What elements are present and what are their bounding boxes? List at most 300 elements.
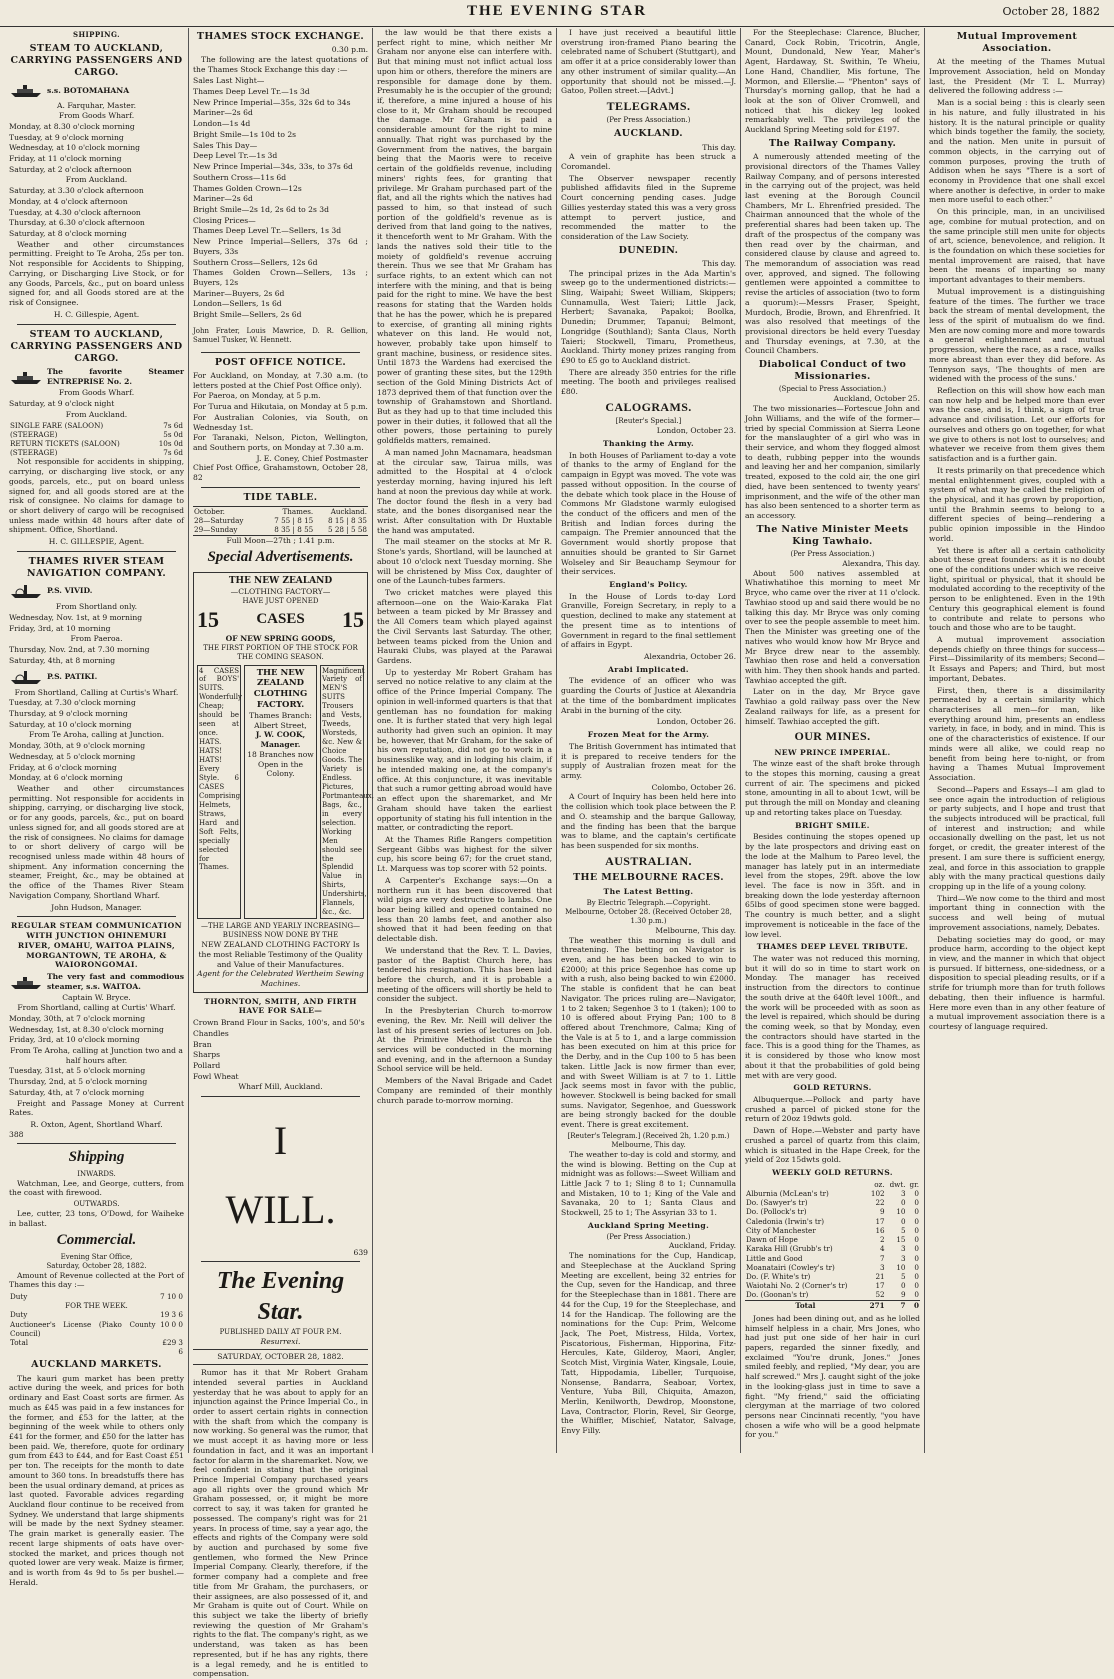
oz: 21 bbox=[875, 1271, 885, 1281]
motto: Resurrexi. bbox=[260, 1336, 301, 1346]
article-paragraph: The evidence of an officer who was guarding the Courts of Justice at Alexandria at the time of the bombardment implicates Arabi in the burning of the city. bbox=[561, 676, 736, 715]
oz: 3 bbox=[880, 1262, 885, 1272]
auckland-dateline: AUCKLAND. bbox=[613, 128, 683, 140]
article-paragraph: There are already 350 entries for the rifle meeting. The booth and privileges realised £80. bbox=[561, 367, 736, 397]
oz: 9 bbox=[880, 1207, 885, 1217]
claim-name: Moanatairi (Cowley's tr) bbox=[746, 1262, 835, 1272]
quote-line: Deep Level Tr.—1s 3d bbox=[193, 151, 278, 161]
sailing-line: From Te Aroha, calling at Junction. bbox=[28, 730, 165, 740]
total-label: Total bbox=[795, 1300, 816, 1310]
cases-count: 15 bbox=[197, 606, 219, 632]
gr: 0 bbox=[914, 1271, 919, 1281]
sailing-line: Monday, 30th, at 9 o'clock morning bbox=[9, 741, 146, 751]
thornton-item: Pollard bbox=[193, 1061, 221, 1070]
table-row bbox=[745, 1226, 920, 1235]
gr: 0 bbox=[913, 1300, 919, 1310]
gr: 0 bbox=[914, 1290, 919, 1300]
divider bbox=[17, 551, 176, 552]
returns-header: dwt. bbox=[889, 1179, 906, 1189]
post-office-location: Chief Post Office, Grahamstown, October 28, 82 bbox=[193, 463, 368, 483]
article-paragraph: Two cricket matches were played this afternoon—one on the Waio-Karaka Flat between a team picked by Mr Brassey and the All Comers team which played against the Civil Servants last Saturday. The other, between teams picked from the Union and Hauraki Clubs, was played at the Parawai Gardens. bbox=[377, 587, 552, 665]
cases-label: CASES bbox=[256, 611, 305, 628]
column-4 bbox=[557, 28, 741, 1453]
shipping-agent: John Hudson, Manager. bbox=[51, 902, 142, 912]
column-2 bbox=[189, 28, 374, 1679]
gr: 0 bbox=[914, 1262, 919, 1272]
ad-title: THE NEW ZEALAND bbox=[228, 575, 333, 586]
sailing-line: Monday, at 6 o'clock morning bbox=[9, 773, 123, 783]
quote-line: Southern Cross—11s 6d bbox=[193, 172, 287, 182]
article-paragraph: The British Government has intimated that it is prepared to receive tenders for the supply of Australian frozen meat for the army. bbox=[561, 741, 736, 780]
clothing-factory-ad bbox=[193, 572, 374, 993]
quote-line: Sales Last Night— bbox=[193, 76, 265, 86]
sailing-line: From Te Aroha, calling at Junction two and a half hours after. bbox=[10, 1045, 183, 1065]
quote-line: Thames Deep Level Tr.—Sellers, 1s 3d bbox=[193, 226, 342, 236]
ship-entry bbox=[9, 367, 184, 386]
oz: 17 bbox=[875, 1216, 885, 1226]
shipping-agent: R. Oxton, Agent, Shortland Wharf. bbox=[30, 1120, 163, 1130]
tide-header: Thames. bbox=[282, 506, 314, 516]
piano-ad: I have just received a beautiful little overstrung iron-framed Piano bearing the celebrated name of Schubert (Stuttgart), and am offer it at a price considerably lower than any other instrument of similar quality.—An opportunity that should not be missed.—J. Gatoo, Pollen street.—[Advt.] bbox=[561, 28, 736, 96]
column-6 bbox=[925, 28, 1109, 1453]
inwards-heading: INWARDS. bbox=[77, 1169, 116, 1178]
fare-price: 10s 0d bbox=[158, 439, 183, 449]
published-line: PUBLISHED DAILY AT FOUR P.M. bbox=[219, 1327, 342, 1336]
claim-name: Do. (Goonan's tr) bbox=[746, 1290, 809, 1300]
claim-name: Karaka Hill (Grubb's tr) bbox=[746, 1244, 833, 1254]
tide-header: Auckland. bbox=[330, 506, 367, 516]
teaser-ad-i: I bbox=[273, 1118, 288, 1164]
table-row bbox=[745, 1217, 920, 1226]
fares-table bbox=[9, 421, 184, 458]
masthead bbox=[0, 0, 1114, 27]
divider bbox=[17, 916, 176, 917]
ship-name: The favorite Steamer ENTREPRISE No. 2. bbox=[47, 366, 184, 386]
dateline: Melbourne, This day. bbox=[655, 925, 736, 935]
article-heading: Arabi Implicated. bbox=[608, 664, 689, 674]
article-paragraph: Later on in the day, Mr Bryce gave Tawhiao a gold railway pass over the New Zealand railways for life, as a present for himself. Tawhiao accepted the gift. bbox=[745, 687, 920, 726]
auckland-steam-heading: STEAM TO AUCKLAND, CARRYING PASSENGERS AND CARGO. bbox=[10, 42, 183, 79]
post-line: For Australian Colonies, via South, on Wednesday 1st. bbox=[193, 412, 368, 432]
claim-name: Little and Good bbox=[746, 1253, 803, 1263]
fare-label: (STEERAGE) bbox=[10, 448, 58, 458]
oz: 16 bbox=[875, 1225, 885, 1235]
dwt: 5 bbox=[900, 1271, 906, 1281]
betting-source: By Electric Telegraph.—Copyright. bbox=[586, 898, 711, 907]
revenue-label: FOR THE WEEK. bbox=[65, 1301, 128, 1311]
dateline: Colombo, October 26. bbox=[651, 782, 736, 792]
dwt: 0 bbox=[900, 1216, 906, 1226]
ship-entry bbox=[9, 668, 184, 686]
gr: 0 bbox=[914, 1235, 919, 1245]
article-paragraph: On this principle, man, in an uncivilised age, combine for mutual protection, and on the same principle still men unite for objects of art, science, benevolence, and religion. It is the foundation on which these societies for mental improvement are raised, that have been the means of imparting so many important advantages to their members. bbox=[929, 207, 1105, 285]
shipping-heading: SHIPPING. bbox=[73, 30, 120, 39]
article-paragraph: Up to yesterday Mr Robert Graham has served no notice relative to any claim at the office of the Prince Imperial Company. The opinion in well-informed quarters is that that gentleman has no foundation for making one. It is further stated that very high legal authority had given such an opinion. It may be, however, that Mr Graham, for the sake of his own reputation, did not go to work in a businesslike way, and in lodging his claim, if he intended making one, at the company's office. At this conjuncture, it was inevitable that such a rumor getting abroad would have an effect upon the sharemarket, and Mr Graham should have taken the earliest opportunity of stating his full intention in the matter, or contradicting the report. bbox=[377, 667, 552, 833]
article-heading: Diabolical Conduct of two Missionaries. bbox=[758, 359, 907, 383]
oz: 7 bbox=[880, 1253, 885, 1263]
revenue-label: Duty bbox=[10, 1291, 28, 1301]
quote-line: New Prince Imperial—34s, 33s, to 37s 6d bbox=[193, 162, 353, 172]
column-5 bbox=[741, 28, 925, 1453]
article-paragraph: Reflection on this will show how each man can now help and be helped more than ever was the case, and is, I think, a sign of true advance and civilisation. Let our efforts for ourselves and others go on together, for what we give to others is not lost to ourselves; and whatever we receive from them gives them satisfaction and is a further gain. bbox=[929, 386, 1105, 464]
ad-middle-panel bbox=[244, 665, 317, 920]
tide-header: October. bbox=[194, 506, 225, 516]
sailing-times bbox=[9, 1003, 184, 1097]
article-source: (Special to Press Association.) bbox=[778, 385, 887, 394]
article-heading: Auckland Spring Meeting. bbox=[587, 1220, 710, 1230]
steamship-icon bbox=[9, 973, 43, 991]
article-paragraph: Man is a social being : this is clearly seen in his nature, and fully illustrated in his history. It is the natural principle or quality which binds together the family, the society, and the nation. Men unite in pursuit of common objects, in the carrying out of common purposes, proving the truth of Addison when he says "There is a sort of economy in Providence that one shall excel where another is defective, in order to make men more useful to each other." bbox=[929, 98, 1105, 205]
revenue-intro: Amount of Revenue collected at the Port of Thames this day :— bbox=[9, 1270, 184, 1290]
quote-line: Thames Golden Crown—12s bbox=[193, 183, 302, 193]
sailing-line: Wednesday, 1st, at 8.30 o'clock morning bbox=[9, 1024, 164, 1034]
dwt: 7 bbox=[900, 1300, 906, 1310]
sailing-line: Saturday, at 3.30 o'clock afternoon bbox=[9, 186, 144, 196]
dateline: Alexandra, This day. bbox=[842, 559, 920, 569]
article-paragraph: Members of the Naval Brigade and Cadet Company are reminded of their monthly church parade to-morrow morning. bbox=[377, 1076, 552, 1105]
fare-row bbox=[9, 448, 184, 457]
cases-count-2: 15 bbox=[341, 606, 364, 632]
post-line: For Turua and Hikutaia, on Monday at 5 p.m. bbox=[193, 402, 368, 412]
mine-heading: THAMES DEEP LEVEL TRIBUTE. bbox=[756, 942, 909, 952]
sailing-line: From Goods Wharf. bbox=[58, 111, 135, 121]
article-paragraph: Yet there is after all a certain catholicity about these great founders: as it is no doubt one of the conditions under which we receive light, spiritual or physical, that it should be modulated according to the receptivity of the person to be enlightened. Even in the 19th Century this geographical element is found to contribute and relate to persons who touch and those who are to be taught. bbox=[929, 545, 1105, 633]
ship-name: s.s. BOTOMAHANA bbox=[47, 85, 130, 95]
post-signature: J. E. Coney, Chief Postmaster bbox=[256, 453, 368, 463]
article-paragraph: In the Presbyterian Church to-morrow evening, the Rev. Mr. Neill will deliver the last of his present series of lectures on Job. At the Primitive Methodist Church the services will be conducted in the morning and evening, and in the afternoon a Sunday School service will be held. bbox=[377, 1006, 552, 1074]
calograms-source: [Reuter's Special.] bbox=[615, 417, 682, 426]
gr: 0 bbox=[914, 1225, 919, 1235]
revenue-row bbox=[9, 1338, 184, 1356]
tide-table bbox=[193, 506, 368, 536]
oz: 271 bbox=[869, 1300, 885, 1310]
sailing-line: Saturday, 4th, at 7 o'clock morning bbox=[9, 1087, 145, 1097]
thornton-item: Bran bbox=[193, 1039, 212, 1049]
revenue-row bbox=[9, 1310, 184, 1319]
post-office-heading: POST OFFICE NOTICE. bbox=[214, 356, 347, 368]
fare-row bbox=[9, 430, 184, 439]
sailing-line: Thursday, 2nd, at 5 o'clock morning bbox=[9, 1077, 148, 1087]
article-paragraph: Besides continuing the stopes opened up by the late prospectors and driving east on the lode at the Malhum to Pareo level, the manager has lately put in an intermediate level from the stopes, 29ft. above the low level. The face is now in 35ft. and in breaking down the lode yesterday afternoon 65lbs of good specimen stone were bagged. The country is much better, and a slight improvement is noticeable in the face of the low level. bbox=[745, 832, 920, 939]
shipping-agent: H. C. GILLESPIE, Agent. bbox=[48, 537, 145, 547]
inwards-text: Watchman, Lee, and George, cutters, from the coast with firewood. bbox=[9, 1178, 184, 1198]
gr: 0 bbox=[914, 1281, 919, 1291]
shipping-notice: Not responsible for accidents in shipping, carrying, or discharging live stock, or any goods, parcels, etc., put on board unless signed for, and all goods stored are at the risk of consignee. No claims for damage to or short delivery of cargo will be recognised unless made within 48 hours after date of shipment. Office, Shortland. bbox=[9, 457, 184, 535]
shipping-section-heading: Shipping bbox=[68, 1149, 125, 1166]
ad-mid-branches: 18 Branches now Open in the Colony. bbox=[247, 749, 314, 779]
oz: 52 bbox=[875, 1290, 885, 1300]
gr: 0 bbox=[914, 1244, 919, 1254]
paper-nameplate: The Evening Star. bbox=[216, 1268, 345, 1325]
gr: 0 bbox=[914, 1253, 919, 1263]
stock-quotes bbox=[193, 76, 368, 320]
tide-day: 29—Sunday bbox=[194, 525, 238, 535]
revenue-row bbox=[9, 1301, 184, 1310]
dwt: 3 bbox=[900, 1253, 906, 1263]
ad-have: HAVE JUST OPENED bbox=[242, 596, 319, 605]
sailing-line: Friday, at 6 o'clock morning bbox=[9, 762, 117, 772]
table-row bbox=[745, 1244, 920, 1253]
markets-text: The kauri gum market has been pretty active during the week, and prices for both ordinary and East Coast sorts are firmer. As much as £45 was paid in a few instances for the former, and £53 for the latter, at the beginning of the week while to others only £41 for the former, and £50 for the latter has been paid. We, therefore, quote for ordinary gum from £43 to £44, and for East Coast £51 per ton. The receipts for the month to date amount to 360 tons. In breadstuffs there has been the usual ordinary demand, at prices as last quoted. Favorable advices regarding Auckland flour continue to be received from Sydney. We understand that large shipments will be made by the next Sydney steamer. The grain market is generally easier. The recent large shipments of oats have over-stocked the market, and prices though not quoted lower are very weak. Maize is firmer, and is worth from 4s 9d to 5s per bushel.—Herald. bbox=[9, 1373, 184, 1587]
table-row bbox=[745, 1263, 920, 1272]
post-line: For Taranaki, Nelson, Picton, Wellington, and Southern ports, on Monday at 7.30 a.m. bbox=[193, 433, 368, 452]
dwt: 3 bbox=[900, 1244, 906, 1254]
paddle-steamer-icon bbox=[9, 668, 43, 686]
dwt: 9 bbox=[900, 1290, 906, 1300]
quote-line: Mariner—2s 6d bbox=[193, 108, 253, 118]
article-paragraph: A Court of Inquiry has been held here into the collision which took place between the P. and O. steamship and the barque Galloway, and the finding has been that the barque was to blame, and the captain's certificate has been suspended for six months. bbox=[561, 792, 736, 850]
ad-foot-2: NEW ZEALAND CLOTHING FACTORY Is the most Reliable Testimony of the Quality and Value of their Manufactures. bbox=[198, 940, 363, 969]
outwards-heading: OUTWARDS. bbox=[73, 1200, 120, 1209]
issue-date: SATURDAY, OCTOBER 28, 1882. bbox=[193, 1349, 368, 1365]
table-row bbox=[745, 1254, 920, 1263]
columns bbox=[5, 28, 1109, 1679]
returns-header: oz. bbox=[874, 1179, 885, 1189]
claim-name: City of Manchester bbox=[746, 1225, 816, 1235]
ship-captain: Captain W. Bryce. bbox=[62, 993, 131, 1003]
sailing-line: Monday, at 8.30 o'clock morning bbox=[9, 121, 135, 131]
post-line: For Auckland, on Monday, at 7.30 a.m. (to letters posted at the Chief Post Office only). bbox=[193, 370, 368, 390]
sailing-line: Saturday, at 9 o'clock night bbox=[9, 399, 115, 409]
article-heading: Frozen Meat for the Army. bbox=[587, 730, 710, 740]
oz: 17 bbox=[875, 1281, 885, 1291]
table-row bbox=[745, 1235, 920, 1244]
spring-source: (Per Press Association.) bbox=[606, 1232, 691, 1241]
claim-name: Alburnia (McLean's tr) bbox=[746, 1189, 829, 1199]
tide-table-heading: TIDE TABLE. bbox=[243, 491, 318, 503]
returns-header-row bbox=[745, 1180, 920, 1189]
divider bbox=[17, 1143, 176, 1144]
sailing-line: Saturday, at 2 o'clock afternoon bbox=[9, 164, 132, 174]
steamship-icon bbox=[9, 81, 43, 99]
returns-header: gr. bbox=[909, 1179, 919, 1189]
auckland-steam-heading-2: STEAM TO AUCKLAND, CARRYING PASSENGERS AND CARGO. bbox=[10, 328, 183, 364]
telegrams-source: (Per Press Association.) bbox=[606, 116, 691, 125]
thornton-address: Wharf Mill, Auckland. bbox=[238, 1082, 323, 1092]
tide-time: 5 28 | 5 58 bbox=[328, 525, 367, 535]
commercial-office: Evening Star Office, bbox=[60, 1252, 133, 1261]
mine-heading: NEW PRINCE IMPERIAL. bbox=[774, 747, 891, 757]
sailing-line: Wednesday, at 10 o'clock morning bbox=[9, 143, 141, 153]
sailing-line: Saturday, 4th, at 8 morning bbox=[9, 655, 116, 665]
sailing-line: Monday, at 4 o'clock afternoon bbox=[9, 196, 128, 206]
editorial-text: Rumor has it that Mr Robert Graham intended several parties in Auckland yesterday that he was about to apply for an injunction against the Prince Imperial Co., in order to assert certain rights in connection with the shaft from which the company is now working. So general was the rumor, that we must accept it as having more or less foundation in fact, and it was an important factor for alarm in the sharemarket. Now, we feel confident in stating that the original Prince Imperial Company purchased years ago all rights over the ground which Mr Graham possessed, or, it might be more correct to say, it was taken for granted he possessed. The company's right was for 21 years. In process of time, say a year ago, the effects and rights of the Company were sold by auction and purchased by some five gentlemen, who formed the New Prince Imperial Company. Clearly, therefore, if the former company had a complete and free title from Mr Graham, the purchasers, or their assignees, are also possessed of it, and Mr Graham is quite out of Court. While on this subject we take the liberty of briefly reviewing the question of Mr Graham's rights to the flat. The company's right, as we understand, was taken as has been represented, but if he has any rights, there is a legal remedy, and he is entitled to compensation. bbox=[193, 1368, 368, 1679]
sailing-line: From Goods Wharf. bbox=[58, 388, 135, 398]
fare-label: (STEERAGE) bbox=[10, 429, 58, 439]
sailing-line: Friday, 3rd, at 10 morning bbox=[9, 623, 111, 633]
column-1 bbox=[5, 28, 189, 1587]
ad-subtitle: —CLOTHING FACTORY— bbox=[230, 587, 331, 597]
thornton-item: Chandles bbox=[193, 1028, 229, 1038]
article-heading: The Native Minister Meets King Tawhaio. bbox=[756, 523, 909, 547]
tide-header-row bbox=[193, 506, 368, 516]
quote-line: Bright Smile—Sellers, 2s 6d bbox=[193, 310, 302, 320]
sailing-line: Thursday, at 6.30 o'clock afternoon bbox=[9, 218, 145, 228]
article-source: (Per Press Association.) bbox=[790, 550, 875, 559]
sailing-line: From Shortland only. bbox=[55, 602, 138, 612]
dateline: Auckland, Friday. bbox=[668, 1241, 736, 1251]
divider bbox=[201, 1096, 360, 1097]
dateline: London, October 26. bbox=[656, 717, 736, 727]
returns-header bbox=[745, 1180, 866, 1189]
quote-line: Sales This Day— bbox=[193, 140, 258, 150]
tide-moon: Full Moon—27th ; 1.41 p.m. bbox=[226, 535, 335, 545]
fare-row bbox=[9, 439, 184, 448]
sailing-line: Tuesday, at 9 o'clock morning bbox=[9, 132, 124, 142]
article-paragraph: A numerously attended meeting of the provisional directors of the Thames Valley Railway Company, and of persons interested in the carrying out of the project, was held last evening at the Borough Council Chambers, Mr L. Ehrenfried presided. The Chairman announced that the whole of the preferential shares had been taken up. The draft of the prospectus of the company was then read over by the chairman, and considered clause by clause and agreed to. The memorandum of association was read over, approved, and signed. The following gentlemen were appointed a committee to revise the articles of association (two to form a quorum):—Messrs Fraser, Speight, Murdoch, Brodie, Brown, and Ehrenfried. It was also resolved that meetings of the provisional directors be held every Tuesday and Thursday evenings, at 7.30, at the Council Chambers. bbox=[745, 152, 920, 356]
article-paragraph: Mutual improvement is a distinguishing feature of the times. The further we trace back the stream of mental development, the less of the spirit of mutualism do we find. Men are now coming more and more towards a general enlightenment and mutual progression, where the race, as a race, walks more abreast than ever they did before. As Tennyson says, 'The thoughts of men are widened with the process of the suns.' bbox=[929, 286, 1105, 384]
table-row bbox=[745, 1207, 920, 1216]
revenue-amount: 19 3 6 bbox=[160, 1310, 183, 1320]
dunedin-dateline: DUNEDIN. bbox=[618, 244, 679, 256]
article-heading: The Latest Betting. bbox=[603, 887, 694, 897]
dateline: Auckland, October 25. bbox=[833, 394, 920, 404]
dwt: 5 bbox=[900, 1225, 906, 1235]
ad-right-panel: Magnificent Variety of MEN'S SUITS Trousers and Vests, Tweeds, Worsteds, &c. New & Choice Goods. The Variety is Endless. Pictures, Portmanteaux, Bags, &c., in every selection. Working Men should see the Splendid Value in Shirts, Undershirts, Flannels, &c., &c. bbox=[320, 665, 364, 920]
gr: 0 bbox=[914, 1189, 919, 1199]
article-paragraph: A vein of graphite has been struck a Coromandel. bbox=[561, 152, 736, 171]
claim-name: Waiotahi No. 2 (Corner's tr) bbox=[746, 1281, 848, 1291]
article-paragraph: In both Houses of Parliament to-day a vote of thanks to the army of England for the campaign in Egypt was moved. The vote was passed without opposition. In the course of the debate which took place in the House of Commons Mr Gladstone warmly eulogised the conduct of the officers and men of the British and Indian forces during the campaign. The Premier announced that the Government would shortly propose that annuities should be granted to Sir Garnet Wolseley and Sir Beauchamp Seymour for their services. bbox=[561, 450, 736, 577]
article-paragraph: The weather to-day is cold and stormy, and the wind is blowing. Betting on the Cup at midnight was as follows:—Sweet William and Little Jack 7 to 1; Sling 8 to 1; Cunnamulla and Mistaken, 10 to 1; King of the Vale and Savanaka, 20 to 1; Santa Claus and Stockwell, 25 to 1; The Assyrian 33 to 1. bbox=[561, 1149, 736, 1218]
claim-name: Do. (Sawyer's tr) bbox=[746, 1198, 808, 1208]
thornton-item: Fowl Wheat bbox=[193, 1071, 239, 1081]
column-3 bbox=[373, 28, 557, 1453]
ad-mid-title: THE NEW ZEALAND CLOTHING FACTORY. bbox=[253, 667, 308, 711]
commercial-date: Saturday, October 28, 1882. bbox=[46, 1261, 147, 1270]
divider bbox=[201, 352, 360, 353]
article-paragraph: The two missionaries—Fortescue John and John Williams, and the wife of the former—tried by special Commission at Sierra Leone for the manslaughter of a girl who was in their service, and whom they flogged almost to death, rubbing pepper into the wounds and leaving her and her companion, similarly treated, exposed to the cold air, the one girl died, have been sentenced to twenty years' imprisonment, and the wife of the other man has also been sentenced to a shorter term as an accessory. bbox=[745, 404, 920, 521]
gr: 0 bbox=[914, 1216, 919, 1226]
sailing-line: Friday, 3rd, at 10 o'clock morning bbox=[9, 1035, 140, 1045]
sailing-line: Saturday, at 10 o'clock morning bbox=[9, 719, 132, 729]
ad-left-panel: 4 CASES of BOYS' SUITS. Wonderfully Cheap; should be seen at once. HATS. HATS! HATS! Every Style. 6 CASES Comprising Helmets, Straws, Hard and Soft Felts, specially selected for Thames. bbox=[197, 665, 241, 920]
sailing-times bbox=[9, 111, 184, 239]
sailing-line: Saturday, at 8 o'clock morning bbox=[9, 229, 127, 239]
quote-line: Mariner—Buyers, 2s 6d bbox=[193, 288, 285, 298]
shipping-notice: Freight and Passage Money at Current Rates. bbox=[9, 1098, 184, 1118]
weekly-returns-heading: WEEKLY GOLD RETURNS. bbox=[772, 1168, 893, 1178]
sailing-times bbox=[9, 388, 184, 419]
sailing-line: Thursday, Nov. 2nd, at 7.30 morning bbox=[9, 645, 150, 655]
dwt: 10 bbox=[896, 1262, 906, 1272]
sailing-line: Friday, at 11 o'clock morning bbox=[9, 154, 122, 164]
post-line: For Paeroa, on Monday, at 5 p.m. bbox=[193, 391, 321, 401]
thornton-item: Sharps bbox=[193, 1050, 221, 1060]
revenue-label: Auctioneer's License (Piako County Council) bbox=[10, 1319, 156, 1338]
quote-line: London—Sellers, 1s 6d bbox=[193, 299, 282, 309]
oz: 102 bbox=[870, 1189, 885, 1199]
article-paragraph: Debating societies may do good, or may produce harm, according to the object kept in view, and the manner in which that object is pursued. If bitterness, one-sidedness, or a disposition to special pleading results, or if a strife for triumph more than for truth follows debating, then their influence is harmful. Here more even than in any other feature of a mutual improvement association there is a courtesy of language required. bbox=[929, 934, 1105, 1032]
quote-line: Southern Cross—Sellers, 12s 6d bbox=[193, 257, 318, 267]
reuter-source: [Reuter's Telegram.] (Received 2h, 1.20 p.m.) Melbourne, This day. bbox=[567, 1131, 730, 1149]
masthead-title: THE EVENING STAR bbox=[466, 3, 648, 19]
sailing-line: From Auckland. bbox=[65, 175, 128, 185]
claim-name: Do. (F. White's tr) bbox=[746, 1271, 811, 1281]
article-paragraph: The mail steamer on the stocks at Mr R. Stone's yards, Shortland, will be launched at about 10 o'clock next Tuesday morning. She will be christened by Miss Cox, daughter of one of the Launch-tubes farmers. bbox=[377, 537, 552, 586]
waitoa-heading: REGULAR STEAM COMMUNICATION WITH JUNCTION OHINEMURI RIVER, OMAHU, WAITOA PLAINS, MORGANTOWN, TE AROHA, & WAIORONGOMAI. bbox=[11, 921, 182, 970]
sailing-line: Monday, 30th, at 7 o'clock morning bbox=[9, 1013, 146, 1023]
mines-heading: OUR MINES. bbox=[794, 729, 871, 744]
shipping-agent: H. C. Gillespie, Agent. bbox=[53, 309, 140, 319]
dwt: 0 bbox=[900, 1281, 906, 1291]
sailing-line: Tuesday, at 7.30 o'clock morning bbox=[9, 698, 136, 708]
oz: 4 bbox=[880, 1244, 885, 1254]
quote-line: New Prince Imperial—35s, 32s 6d to 34s bbox=[193, 97, 351, 107]
article-intro: At the meeting of the Thames Mutual Improvement Association, held on Monday last, the President (Mr T. L. Murray) delivered the following address :— bbox=[929, 57, 1105, 96]
tide-row bbox=[193, 516, 368, 525]
thornton-heading: THORNTON, SMITH, AND FIRTH HAVE FOR SALE— bbox=[204, 996, 357, 1016]
shipping-notice: Weather and other circumstances permitting. Not responsible for accidents in shipping, carrying, or discharging live stock, or for any goods, parcels, &c., put on board unless signed for, and all goods stored are at the risk of consignees. No claims for damage to or short delivery of cargo will be recognised unless made within 48 hours of shipment. Any information concerning the steamer, Freight, &c., may be obtained at the office of the Thames River Steam Navigation Company, Shortland Wharf. bbox=[9, 784, 184, 900]
article-paragraph: Albuquerque.—Pollock and party have crushed a parcel of picked stone for the return of 20oz 19dwts gold. bbox=[745, 1095, 920, 1124]
ship-name: P.S. PATIKI. bbox=[47, 671, 98, 681]
ad-foot-1: —THE LARGE AND YEARLY INCREASING— BUSINESS NOW DONE BY THE bbox=[200, 922, 361, 940]
sailing-line: From Shortland, calling at Curtis' Wharf. bbox=[17, 1003, 176, 1013]
post-notices bbox=[193, 371, 368, 453]
divider bbox=[201, 487, 360, 488]
mine-heading: GOLD RETURNS. bbox=[793, 1083, 872, 1093]
auckland-day: This day. bbox=[702, 142, 736, 152]
article-paragraph: It rests primarily on that precedence which mental enlightenment gives, coupled with a system of what may be called the religion of the physical, and it has grown by proportion, until the Brahmin seems to belong to a different species of being—rendering a public opinion impossible in the Hindoo world. bbox=[929, 465, 1105, 543]
article-heading: England's Policy. bbox=[609, 580, 688, 589]
article-paragraph: Third—We now come to the third and most important thing in connection with the success and well being of mutual improvement associations, namely, Debates. bbox=[929, 893, 1105, 932]
revenue-row bbox=[9, 1320, 184, 1338]
calograms-heading: CALOGRAMS. bbox=[605, 399, 692, 414]
quote-line: London—1s 4d bbox=[193, 119, 251, 129]
divider bbox=[17, 324, 176, 325]
table-row bbox=[745, 1290, 920, 1300]
quote-line: Thames Deep Level Tr.—1s 3d bbox=[193, 87, 310, 97]
revenue-amount: £29 3 6 bbox=[162, 1338, 183, 1357]
table-row bbox=[745, 1189, 920, 1198]
fare-label: RETURN TICKETS (SALOON) bbox=[10, 439, 120, 449]
dwt: 0 bbox=[900, 1198, 906, 1208]
sailing-line: Tuesday, 31st, at 5 o'clock morning bbox=[9, 1066, 146, 1076]
shipping-notice: Weather and other circumstances permitting. Freight to Te Aroha, 25s per ton. Not responsible for Accidents to Shipping, Carrying, or Discharging Live Stock, or for any Goods, Parcels, &c., put on board unless signed for, and all Goods stored are at the risk of Consignee. bbox=[9, 239, 184, 308]
sailing-line: Thursday, at 9 o'clock morning bbox=[9, 708, 128, 718]
article-paragraph: We understand that the Rev. T. L. Davies, pastor of the Baptist Church here, has tendered his resignation. This has been laid before the church, and it is probable a meeting of the officers will shortly be held to consider the subject. bbox=[377, 945, 552, 1004]
fare-price: 7s 6d bbox=[163, 420, 183, 430]
sailing-line: From Shortland, Calling at Curtis's Wharf. bbox=[14, 687, 179, 697]
sailing-times bbox=[9, 688, 184, 783]
tide-row bbox=[193, 525, 368, 535]
divider bbox=[201, 1261, 360, 1262]
total-row bbox=[745, 1300, 920, 1310]
article-paragraph: The weather this morning is dull and threatening. The betting on Navigator is even, and he has been backed to win to £2000; at this price Segenhoe has come up with a rush, also being backed to win £2000. The stable is confident that he can beat Navigator. The prices ruling are—Navigator, 1 to 2 taken; Segenhoe 3 to 1 (taken); 100 to 10 is offered about Frying Pan; 100 to 8 offered about Trenchmore, Calma; King of the Vale is at 5 to 1, and a large commission has been executed on him at this price for the Derby, and in the Cup 100 to 5 has been taken. Little Jack is now firmer than ever, and with Sweet William is at 7 to 1. Little Jack seems most in favor with the public, however. Stockwell is being backed for small sums. Navigator, Segenhoe, and Guesswork are being strongly backed for the double event. There is great excitement. bbox=[561, 935, 736, 1130]
telegrams-heading: TELEGRAMS. bbox=[606, 99, 691, 114]
sailing-times bbox=[9, 602, 184, 665]
gold-returns-table bbox=[745, 1180, 920, 1310]
ship-name: P.S. VIVID. bbox=[47, 586, 93, 596]
article-paragraph: A mutual improvement association depends chiefly on three things for success—First—Dissimilarity of its members; Second—It Essays and Papers; and Third, but most important, Debates. bbox=[929, 635, 1105, 683]
article-paragraph: The Observer newspaper recently published affidavits filed in the Supreme Court concerning pending cases. Judge Gillies yesterday stated this was a very gross attempt to pervert justice, and recommended the matter to the consideration of the Law Society. bbox=[561, 173, 736, 241]
revenue-label: Duty bbox=[10, 1310, 28, 1320]
ad-mid-branch: Thames Branch: Albert Street, bbox=[249, 711, 312, 730]
sailing-line: Wednesday, at 5 o'clock morning bbox=[9, 751, 136, 761]
sailing-line: From Auckland. bbox=[65, 409, 128, 419]
article-paragraph: Second—Papers and Essays—I am glad to see once again the introduction of religious or party subjects, and I hope and trust that the subjects introduced will be practical, full of interest and instruction; and while occasionally dwelling on the past, let us not forget, or credit, the greater interest of the present. I am sure there is sufficient energy, zeal, and force in this association to grapple ably with the many practical questions daily cropping up in the life of a young colony. bbox=[929, 784, 1105, 891]
stock-exchange-intro: The following are the latest quotations of the Thames Stock Exchange this day :— bbox=[193, 54, 368, 74]
ad-foot-3: Agent for the Celebrated Wertheim Sewing Machines. bbox=[197, 969, 364, 988]
sailing-line: Tuesday, at 4.30 o'clock afternoon bbox=[9, 207, 141, 217]
article-paragraph: In the House of Lords to-day Lord Granville, Foreign Secretary, in reply to a question, declined to make any statement at the present time as to intentions of Government in regard to the final settlement of affairs in Egypt. bbox=[561, 591, 736, 650]
ad-first-portion: THE FIRST PORTION OF THE STOCK FOR THE COMING SEASON. bbox=[203, 643, 358, 661]
claim-name: Do. (Pollock's tr) bbox=[746, 1207, 807, 1217]
dateline: London, October 23. bbox=[656, 426, 736, 436]
teaser-ad-will: WILL. bbox=[225, 1187, 336, 1233]
thornton-item: Crown Brand Flour in Sacks, 100's, and 50's bbox=[193, 1018, 365, 1028]
dwt: 10 bbox=[896, 1207, 906, 1217]
